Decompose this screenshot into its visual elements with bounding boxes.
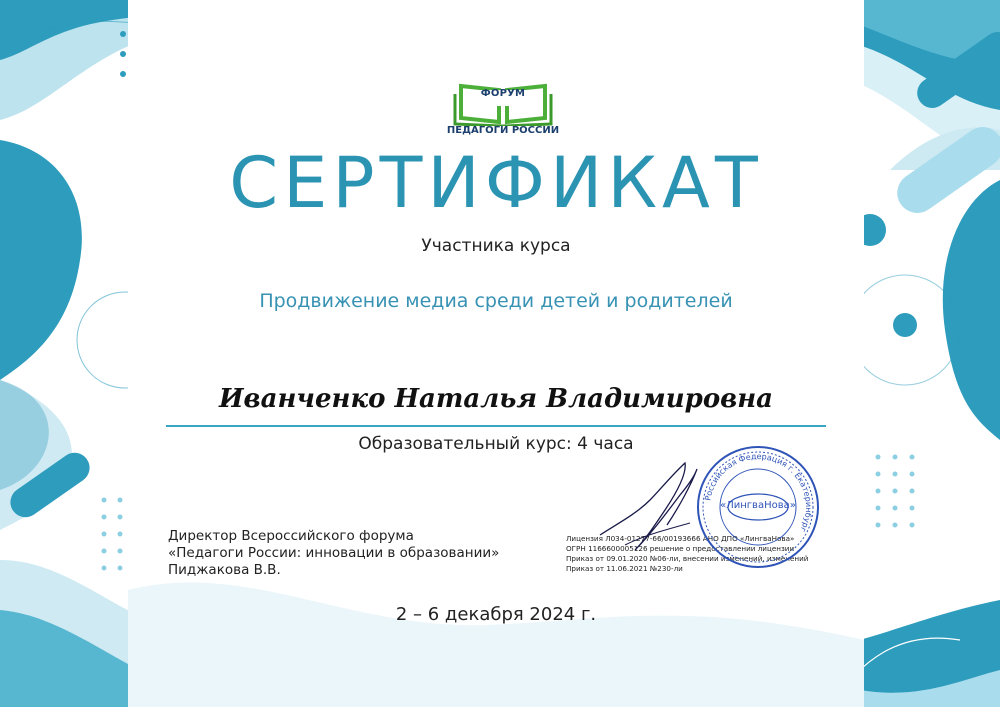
director-name: Пиджакова В.В. [168,562,281,578]
stamp-center-text: «ЛингваНова» [720,500,796,511]
forum-logo [446,80,560,140]
book-icon [453,80,553,126]
course-hours: Образовательный курс: 4 часа [358,434,634,454]
director-title: Директор Всероссийского форума [168,528,414,544]
certificate-subtitle: Участника курса [421,236,571,256]
logo-title-text: ПЕДАГОГИ РОССИИ [446,125,560,136]
director-block [168,528,499,579]
license-line: Лицензия Л034-01277-66/00193666 АНО ДПО «ЛингваНова» [566,534,795,543]
official-stamp [694,443,822,571]
director-forum: «Педагоги России: инновации в образовании» [168,545,500,561]
license-line: Приказ от 11.06.2021 №230-ли [566,564,683,573]
course-dates: 2 – 6 декабря 2024 г. [395,604,597,625]
license-line: ОГРН 1166600005126 решение о предоставлении лицензии [566,544,795,553]
course-name: Продвижение медиа среди детей и родителей [259,290,733,312]
license-line: Приказ от 09.01.2020 №06-ли, внесении изменений, изменений [566,554,809,563]
stamp-ring-text: Российская Федерация г. Екатеринбург [703,451,814,534]
certificate-title: СЕРТИФИКАТ [229,142,763,224]
recipient-name: Иванченко Наталья Владимировна [218,384,774,414]
logo-forum-text: ФОРУМ [480,88,526,99]
name-underline [166,425,826,427]
